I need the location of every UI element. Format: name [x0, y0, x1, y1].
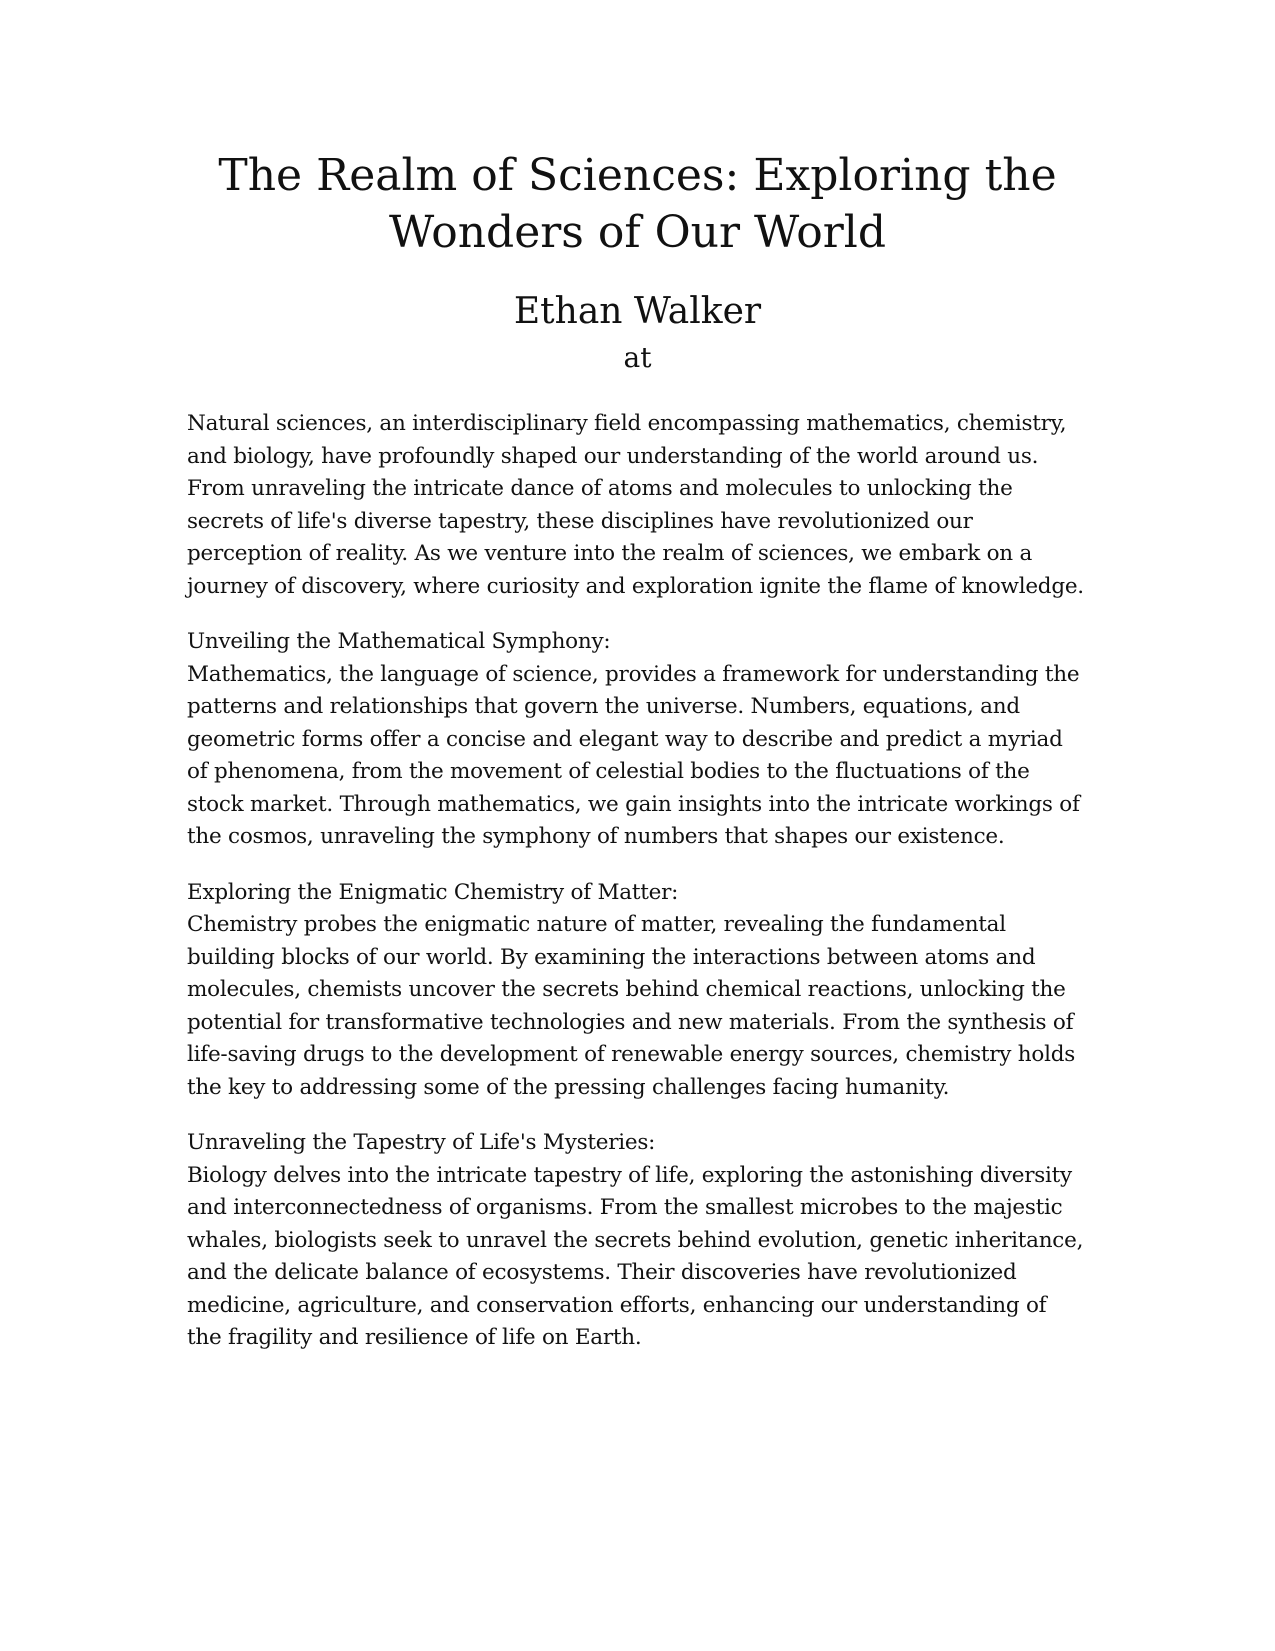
document-body: [187, 408, 1087, 1378]
section-biology: [187, 1127, 1087, 1355]
section-paragraph: Mathematics, the language of science, provides a framework for understanding the patterns and relationships that govern the universe. Numbers, equations, and geometric forms offer a concise and elegant way to describe and predict a myriad of phenomena, from the movement of celestial bodies to the fluctuations of the stock market. Through mathematics, we gain insights into the intricate workings of the cosmos, unraveling the symphony of numbers that shapes our existence.: [187, 661, 1080, 849]
section-heading: Unraveling the Tapestry of Life's Mysteries:: [187, 1130, 656, 1155]
section-mathematics: [187, 626, 1087, 854]
author-affiliation: at: [623, 341, 652, 374]
section-paragraph: Biology delves into the intricate tapestry of life, exploring the astonishing diversity and interconnectedness of organisms. From the smallest microbes to the majestic whales, biologists seek to unravel the secrets behind evolution, genetic inheritance, and the delicate balance of ecosystems. Their discoveries have revolutionized medicine, agriculture, and conservation efforts, enhancing our understanding of the fragility and resilience of life on Earth.: [187, 1162, 1084, 1350]
section-paragraph: Chemistry probes the enigmatic nature of matter, revealing the fundamental building blocks of our world. By examining the interactions between atoms and molecules, chemists uncover the secrets behind chemical reactions, unlocking the potential for transformative technologies and new materials. From the synthesis of life-saving drugs to the development of renewable energy sources, chemistry holds the key to addressing some of the pressing challenges facing humanity.: [187, 912, 1075, 1100]
section-heading: Exploring the Enigmatic Chemistry of Matter:: [187, 879, 679, 905]
section-heading: Unveiling the Mathematical Symphony:: [187, 629, 611, 654]
title-line-1: The Realm of Sciences: Exploring the: [218, 150, 1057, 201]
document-title: [200, 147, 1075, 261]
section-chemistry: [187, 877, 1087, 1105]
title-line-2: Wonders of Our World: [388, 207, 887, 258]
author-name: Ethan Walker: [513, 291, 762, 332]
intro-paragraph: Natural sciences, an interdisciplinary field encompassing mathematics, chemistry, and biology, have profoundly shaped our understanding of the world around us. From unraveling the intricate dance of atoms and molecules to unlocking the secrets of life's diverse tapestry, these disciplines have revolutionized our perception of reality. As we venture into the realm of sciences, we embark on a journey of discovery, where curiosity and exploration ignite the flame of knowledge.: [187, 411, 1084, 599]
